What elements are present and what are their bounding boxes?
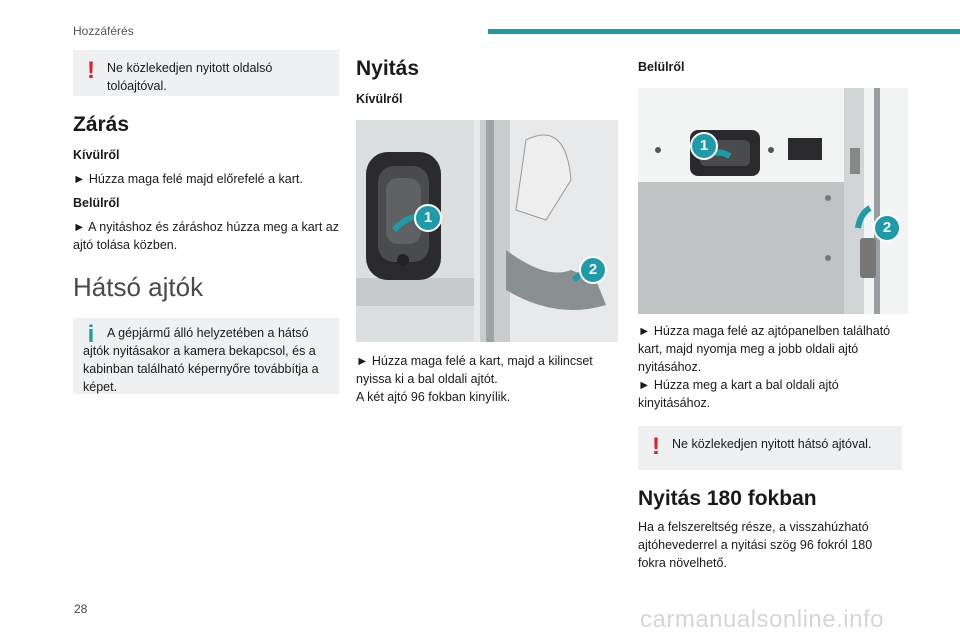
warning-icon: ! <box>87 57 95 84</box>
opening-180-heading: Nyitás 180 fokban <box>638 487 817 510</box>
info-box-camera <box>73 318 339 394</box>
opening-heading: Nyitás <box>356 57 420 80</box>
opening-outside-subheading: Kívülről <box>356 92 403 106</box>
rear-doors-heading: Hátsó ajtók <box>73 272 204 302</box>
closing-inside-text: ► A nyitáshoz és záráshoz húzza meg a kart az ajtó tolása közben. <box>73 220 339 252</box>
opening-angle-text: A két ajtó 96 fokban kinyílik. <box>356 390 511 404</box>
callout-badge-1: 1 <box>414 204 442 232</box>
inside-handle-illustration <box>638 88 908 314</box>
info-text: A gépjármű álló helyzetében a hátsó ajtók nyitásakor a kamera bekapcsol, és a kabinban található képernyőre továbbítja a képet. <box>83 326 319 394</box>
column-right <box>638 50 902 572</box>
column-middle <box>356 50 618 406</box>
header-accent-bar <box>488 29 960 34</box>
warning-text: Ne közlekedjen nyitott oldalsó tolóajtóval. <box>107 61 273 93</box>
section-header: Hozzáférés <box>73 24 134 38</box>
watermark-text: carmanualsonline.info <box>640 606 884 633</box>
closing-heading: Zárás <box>73 113 130 136</box>
page-number: 28 <box>74 602 88 616</box>
opening-inside-subheading: Belülről <box>638 60 685 74</box>
callout-badge-2: 2 <box>873 214 901 242</box>
warning-box-sliding-door <box>73 50 339 96</box>
opening-inside-text-1: ► Húzza maga felé az ajtópanelben található kart, majd nyomja meg a jobb oldali ajtó nyitásához. <box>638 324 891 374</box>
warning-box-rear-door <box>638 426 902 470</box>
warning-text: Ne közlekedjen nyitott hátsó ajtóval. <box>672 437 872 451</box>
outside-handle-drawing <box>356 120 618 342</box>
callout-badge-1: 1 <box>690 132 718 160</box>
callout-badge-2: 2 <box>579 256 607 284</box>
warning-icon: ! <box>652 433 660 460</box>
opening-180-text: Ha a felszereltség része, a visszahúzható ajtóhevederrel a nyitási szög 96 fokról 180 fokra növelhető. <box>638 520 873 570</box>
opening-inside-text-2: ► Húzza meg a kart a bal oldali ajtó kinyitásához. <box>638 378 839 410</box>
inside-handle-drawing <box>638 88 908 314</box>
opening-outside-text: ► Húzza maga felé a kart, majd a kilincset nyissa ki a bal oldali ajtót. <box>356 354 593 386</box>
closing-outside-subheading: Kívülről <box>73 148 120 162</box>
outside-handle-illustration <box>356 120 618 342</box>
closing-outside-text: ► Húzza maga felé majd előrefelé a kart. <box>73 172 303 186</box>
closing-inside-subheading: Belülről <box>73 196 120 210</box>
column-left <box>73 50 339 394</box>
info-icon: i <box>87 321 95 348</box>
